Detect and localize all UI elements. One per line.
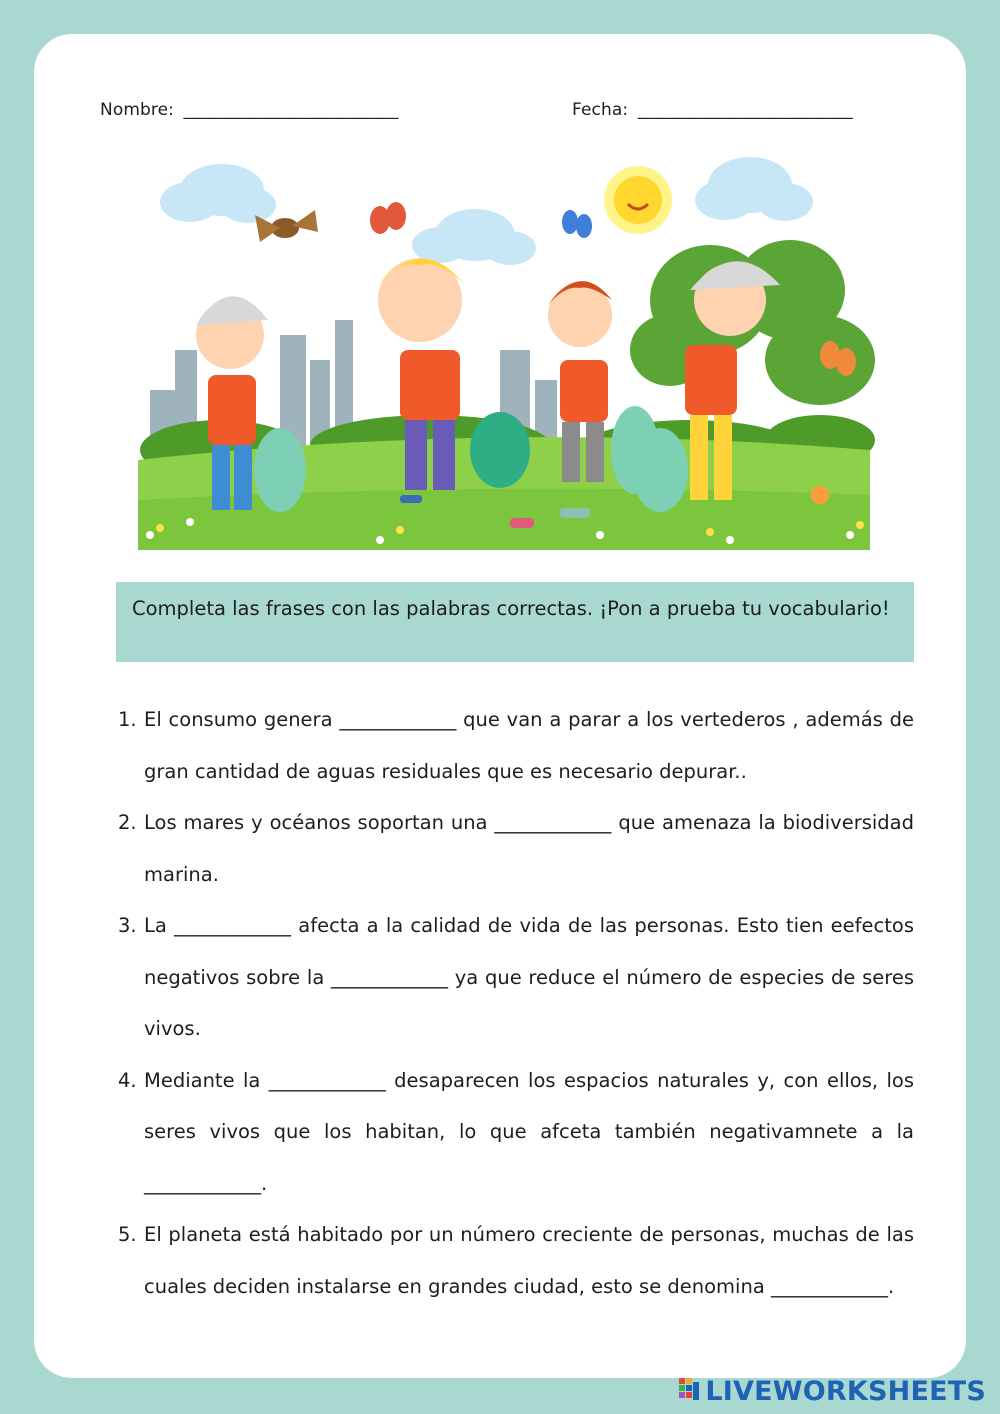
exercise-text: Los mares y océanos soportan una ____________ que amenaza la biodiversidad marina.	[144, 811, 914, 886]
exercise-number: 1.	[118, 708, 137, 731]
exercise-number: 5.	[118, 1223, 137, 1246]
exercise-text: El consumo genera ____________ que van a parar a los vertederos , además de gran cantidad de aguas residuales que es necesario depurar..	[144, 708, 914, 783]
liveworksheets-brand[interactable]	[679, 1372, 986, 1410]
sun-icon	[604, 166, 672, 234]
liveworksheets-logo-icon	[679, 1378, 701, 1404]
exercise-list	[118, 694, 914, 1312]
exercise-number: 2.	[118, 811, 137, 834]
exercise-text: El planeta está habitado por un número creciente de personas, muchas de las cuales deciden instalarse en grandes ciudad, esto se denomina ____________.	[144, 1223, 914, 1298]
exercise-number: 3.	[118, 914, 137, 937]
instruction-box: Completa las frases con las palabras correctas. ¡Pon a prueba tu vocabulario!	[116, 582, 914, 662]
exercise-text: Mediante la ____________ desaparecen los espacios naturales y, con ellos, los seres vivos que los habitan, lo que afceta también negativamnete a la ____________.	[144, 1068, 914, 1195]
exercise-item	[118, 694, 914, 797]
exercise-item	[118, 1209, 914, 1312]
exercise-item	[118, 1055, 914, 1210]
name-blank[interactable]: _________________________	[183, 100, 399, 120]
children-cleaning-park-illustration	[130, 150, 875, 555]
exercise-text: La ____________ afecta a la calidad de vida de las personas. Esto tien eefectos negativos sobre la ____________ ya que reduce el número de especies de seres vivos.	[144, 914, 914, 1040]
brand-text: LIVEWORKSHEETS	[705, 1375, 986, 1407]
name-field	[100, 100, 399, 120]
exercise-item	[118, 900, 914, 1055]
exercise-item	[118, 797, 914, 900]
exercise-number: 4.	[118, 1068, 137, 1092]
date-label: Fecha:	[572, 100, 629, 120]
name-label: Nombre:	[100, 100, 174, 120]
date-field	[572, 100, 853, 120]
date-blank[interactable]: _________________________	[637, 100, 853, 120]
